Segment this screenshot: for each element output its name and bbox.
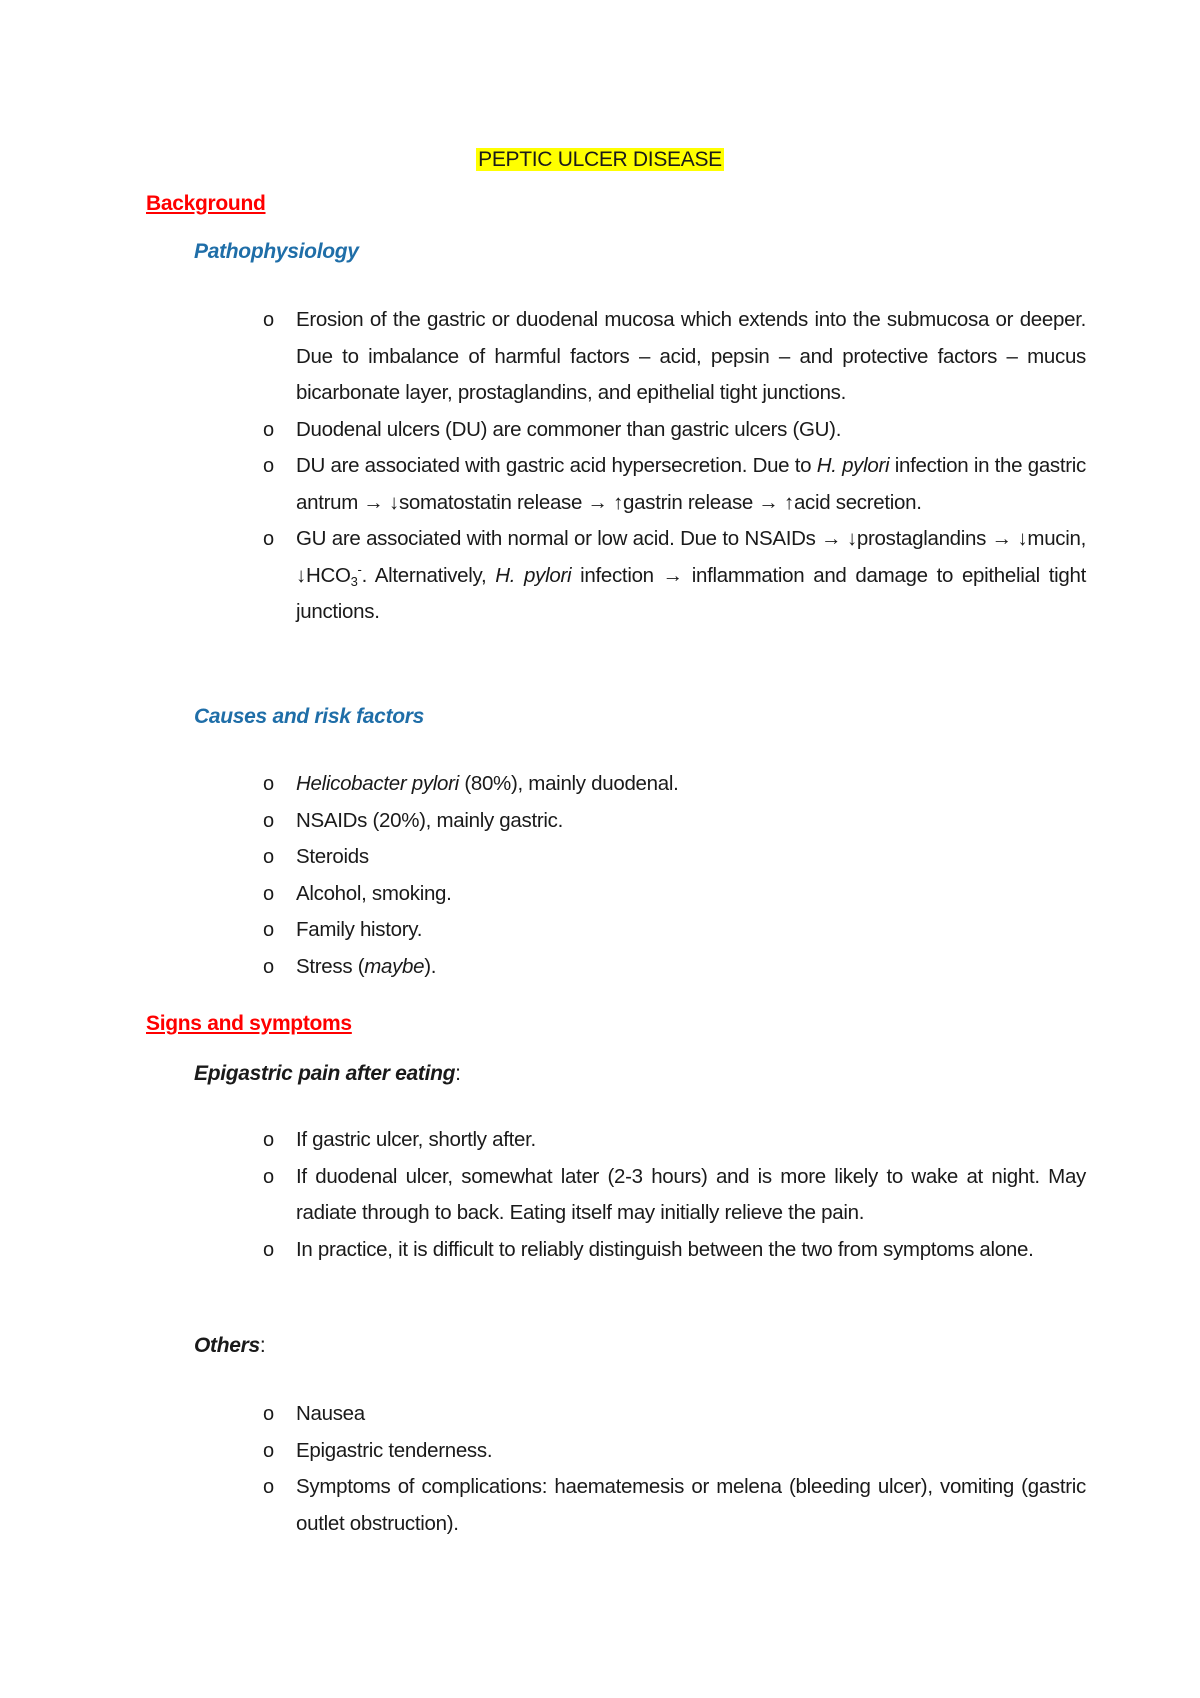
subheading-causes: Causes and risk factors bbox=[194, 705, 425, 728]
list-item: o Symptoms of complications: haematemesis or melena (bleeding ulcer), vomiting (gastric outlet obstruction). bbox=[0, 1469, 1086, 1542]
list-item: o Duodenal ulcers (DU) are commoner than gastric ulcers (GU). bbox=[0, 412, 1086, 449]
bullet-marker: o bbox=[263, 919, 274, 941]
bullet-marker: o bbox=[263, 309, 274, 331]
list-item: o If duodenal ulcer, somewhat later (2-3 hours) and is more likely to wake at night. May radiate through to back. Eating itself may initially relieve the pain. bbox=[0, 1159, 1086, 1232]
others-list bbox=[0, 1396, 1086, 1542]
list-item: o In practice, it is difficult to reliably distinguish between the two from symptoms alone. bbox=[0, 1232, 1086, 1269]
bullet-marker: o bbox=[263, 882, 274, 905]
bullet-marker: o bbox=[263, 846, 274, 868]
list-item: o Helicobacter pylori (80%), mainly duodenal. bbox=[0, 766, 1086, 803]
pain-list bbox=[0, 1122, 1086, 1268]
list-item: o Family history. bbox=[0, 912, 1086, 949]
list-item: o NSAIDs (20%), mainly gastric. bbox=[0, 803, 1086, 840]
list-item: o Steroids bbox=[0, 839, 1086, 876]
bullet-marker: o bbox=[263, 1403, 274, 1425]
list-item: o DU are associated with gastric acid hypersecretion. Due to H. pylori infection in the gastric antrum → ↓somatostatin release → ↑gastrin release → ↑acid secretion. bbox=[0, 448, 1086, 521]
bullet-marker: o bbox=[263, 809, 274, 832]
bullet-marker: o bbox=[263, 1476, 274, 1498]
bullet-marker: o bbox=[263, 955, 274, 978]
list-item: o GU are associated with normal or low acid. Due to NSAIDs → ↓prostaglandins → ↓mucin, $↓HCO_3^-$. Alternatively, H. pylori infection → inflammation and damage to epithelial tight junctions. bbox=[0, 521, 1086, 631]
list-item: o Epigastric tenderness. bbox=[0, 1433, 1086, 1470]
bullet-marker: o bbox=[263, 418, 274, 441]
heading-background: Background bbox=[146, 192, 266, 215]
bullet-marker: o bbox=[263, 1439, 274, 1462]
bullet-marker: o bbox=[263, 1129, 274, 1151]
bullet-marker: o bbox=[263, 773, 274, 795]
list-item: o Alcohol, smoking. bbox=[0, 876, 1086, 913]
subheading-epigastric-pain: Epigastric pain after eating: bbox=[194, 1062, 461, 1085]
bullet-marker: o bbox=[263, 1238, 274, 1261]
subheading-others: Others: bbox=[194, 1334, 266, 1357]
causes-list bbox=[0, 766, 1086, 985]
list-item: o If gastric ulcer, shortly after. bbox=[0, 1122, 1086, 1159]
document-title: PEPTIC ULCER DISEASE bbox=[478, 148, 722, 171]
subheading-pathophysiology: Pathophysiology bbox=[194, 240, 359, 263]
pathophysiology-list bbox=[0, 302, 1086, 631]
list-item: o Nausea bbox=[0, 1396, 1086, 1433]
heading-signs-symptoms: Signs and symptoms bbox=[146, 1012, 352, 1035]
list-item: o Erosion of the gastric or duodenal mucosa which extends into the submucosa or deeper. Due to imbalance of harmful factors – acid, pepsin – and protective factors – mucus bicarbonate layer, prostaglandins, and epithelial tight junctions. bbox=[0, 302, 1086, 412]
bullet-marker: o bbox=[263, 1165, 274, 1188]
bullet-marker: o bbox=[263, 528, 274, 550]
bullet-marker: o bbox=[263, 455, 274, 477]
list-item: o Stress (maybe). bbox=[0, 949, 1086, 986]
